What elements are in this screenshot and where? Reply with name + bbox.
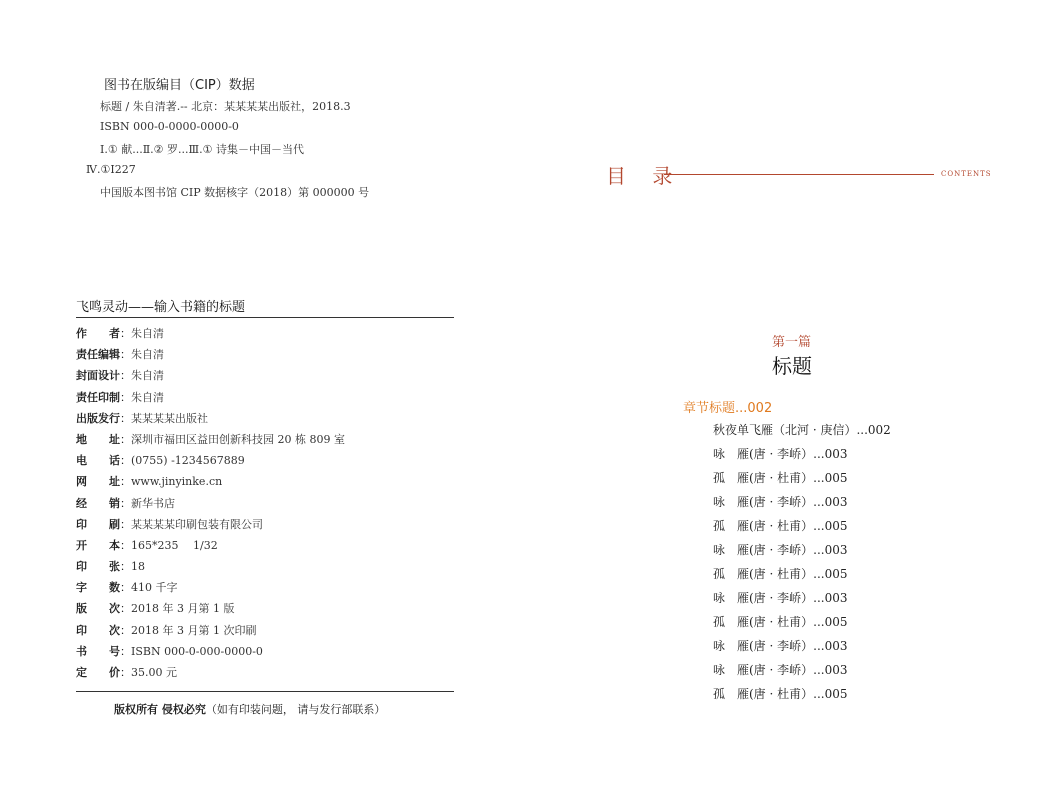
toc-item[interactable]: 孤 雁(唐 · 杜甫）...005 bbox=[713, 567, 848, 581]
book-title: 飞鸣灵动——输入书籍的标题 bbox=[76, 300, 246, 315]
book-info-colon: ： bbox=[120, 517, 131, 531]
book-info-label: 版 次 bbox=[76, 602, 120, 616]
toc-item[interactable]: 咏 雁(唐 · 李峤）...003 bbox=[713, 495, 848, 509]
book-info-value: 410 千字 bbox=[131, 581, 178, 595]
book-info-row bbox=[76, 493, 454, 514]
copyright-note: （如有印装问题， 请与发行部联系） bbox=[205, 703, 386, 716]
book-info-value: 2018 年 3 月第 1 版 bbox=[131, 602, 235, 616]
book-info-label: 书 号 bbox=[76, 644, 120, 658]
book-info-colon: ： bbox=[120, 644, 131, 658]
toc-item[interactable]: 咏 雁(唐 · 李峤）...003 bbox=[713, 447, 848, 461]
book-info-label: 字 数 bbox=[76, 581, 120, 595]
toc-item[interactable]: 孤 雁(唐 · 杜甫）...005 bbox=[713, 471, 848, 485]
book-info-value: 35.00 元 bbox=[131, 666, 177, 679]
book-info-label: 印 次 bbox=[76, 623, 120, 637]
book-info-label: 开 本 bbox=[76, 538, 120, 552]
book-info-colon: ： bbox=[120, 475, 131, 489]
book-info-value: 165*235 1/32 bbox=[131, 538, 218, 552]
toc-chapter-link[interactable]: 章节标题...002 bbox=[683, 401, 773, 416]
bottom-divider bbox=[76, 691, 454, 692]
book-info-label: 印 张 bbox=[76, 560, 120, 574]
book-info-row bbox=[76, 344, 454, 365]
part-title: 标题 bbox=[772, 354, 812, 378]
book-info-list bbox=[76, 323, 454, 683]
book-info-colon: ： bbox=[120, 327, 131, 340]
book-info-colon: ： bbox=[120, 666, 131, 679]
book-info-row bbox=[76, 620, 454, 641]
book-info-colon: ： bbox=[120, 432, 131, 446]
book-info-row bbox=[76, 662, 454, 683]
book-info-value: 18 bbox=[131, 560, 145, 574]
book-info-value: 朱自清 bbox=[131, 348, 164, 362]
cip-title: 图书在版编目（CIP）数据 bbox=[104, 78, 255, 93]
toc-item[interactable]: 咏 雁(唐 · 李峤）...003 bbox=[713, 591, 848, 605]
book-info-value: 某某某某印刷包装有限公司 bbox=[131, 517, 263, 531]
book-info-colon: ： bbox=[120, 496, 131, 510]
cip-line: ISBN 000-0-0000-0000-0 bbox=[100, 120, 239, 133]
toc-heading: 目 录 bbox=[606, 164, 683, 188]
book-info-colon: ： bbox=[120, 348, 131, 362]
book-info-value: 朱自清 bbox=[131, 390, 164, 404]
book-info-colon: ： bbox=[120, 454, 131, 468]
book-info-value: 朱自清 bbox=[131, 369, 164, 383]
book-info-row bbox=[76, 450, 454, 471]
copyright-bold: 版权所有 侵权必究 bbox=[114, 703, 206, 716]
book-info-row bbox=[76, 514, 454, 535]
cip-line: Ⅳ.①I227 bbox=[86, 163, 136, 176]
book-info-label: 定 价 bbox=[76, 666, 120, 679]
book-info-row bbox=[76, 556, 454, 577]
toc-list bbox=[713, 418, 891, 706]
book-info-label: 封面设计 bbox=[76, 369, 120, 383]
book-info-row bbox=[76, 323, 454, 344]
book-info-value: 某某某某出版社 bbox=[131, 411, 208, 425]
book-info-label: 出版发行 bbox=[76, 411, 120, 425]
toc-item[interactable]: 秋夜单飞雁（北河 · 庚信）...002 bbox=[713, 423, 891, 437]
book-info-value: 2018 年 3 月第 1 次印刷 bbox=[131, 623, 257, 637]
cip-line: Ⅰ.① 献...Ⅱ.② 罗...Ⅲ.① 诗集－中国－当代 bbox=[100, 143, 304, 156]
book-info-row bbox=[76, 365, 454, 386]
toc-item[interactable]: 孤 雁(唐 · 杜甫）...005 bbox=[713, 519, 848, 533]
toc-item[interactable]: 咏 雁(唐 · 李峤）...003 bbox=[713, 663, 848, 677]
book-info-value: (0755) -1234567889 bbox=[131, 454, 245, 468]
book-info-label: 经 销 bbox=[76, 496, 120, 510]
book-info-row bbox=[76, 429, 454, 450]
book-info-label: 电 话 bbox=[76, 454, 120, 468]
book-info-colon: ： bbox=[120, 581, 131, 595]
toc-item[interactable]: 咏 雁(唐 · 李峤）...003 bbox=[713, 543, 848, 557]
book-info-value: www.jinyinke.cn bbox=[131, 475, 223, 489]
book-info-label: 作 者 bbox=[76, 327, 120, 340]
cip-line: 标题 / 朱自清著.-- 北京：某某某某出版社，2018.3 bbox=[100, 100, 351, 113]
book-info-colon: ： bbox=[120, 390, 131, 404]
book-info-row bbox=[76, 577, 454, 598]
book-info-value: 新华书店 bbox=[131, 496, 175, 510]
book-info-colon: ： bbox=[120, 411, 131, 425]
book-info-label: 地 址 bbox=[76, 432, 120, 446]
book-info-colon: ： bbox=[120, 538, 131, 552]
book-info-row bbox=[76, 641, 454, 662]
book-info-label: 责任编辑 bbox=[76, 348, 120, 362]
book-info-row bbox=[76, 471, 454, 492]
book-info-colon: ： bbox=[120, 560, 131, 574]
toc-item[interactable]: 咏 雁(唐 · 李峤）...003 bbox=[713, 639, 848, 653]
book-info-row bbox=[76, 387, 454, 408]
book-info-label: 网 址 bbox=[76, 475, 120, 489]
book-info-label: 印 刷 bbox=[76, 517, 120, 531]
part-label: 第一篇 bbox=[772, 335, 812, 350]
book-info-value: 朱自清 bbox=[131, 327, 164, 340]
book-info-value: 深圳市福田区益田创新科技园 20 栋 809 室 bbox=[131, 432, 345, 446]
toc-item[interactable]: 孤 雁(唐 · 杜甫）...005 bbox=[713, 687, 848, 701]
book-info-row bbox=[76, 408, 454, 429]
copyright-line bbox=[114, 701, 385, 717]
book-info-colon: ： bbox=[120, 623, 131, 637]
toc-item[interactable]: 孤 雁(唐 · 杜甫）...005 bbox=[713, 615, 848, 629]
toc-contents-label: CONTENTS bbox=[941, 170, 992, 178]
toc-rule bbox=[664, 174, 934, 175]
cip-line: 中国版本图书馆 CIP 数据核字（2018）第 000000 号 bbox=[100, 186, 370, 199]
book-info-value: ISBN 000-0-000-0000-0 bbox=[131, 644, 263, 658]
book-info-colon: ： bbox=[120, 369, 131, 383]
book-info-colon: ： bbox=[120, 602, 131, 616]
top-divider bbox=[76, 317, 454, 318]
book-info-row bbox=[76, 535, 454, 556]
book-info-row bbox=[76, 598, 454, 619]
book-info-label: 责任印制 bbox=[76, 390, 120, 404]
